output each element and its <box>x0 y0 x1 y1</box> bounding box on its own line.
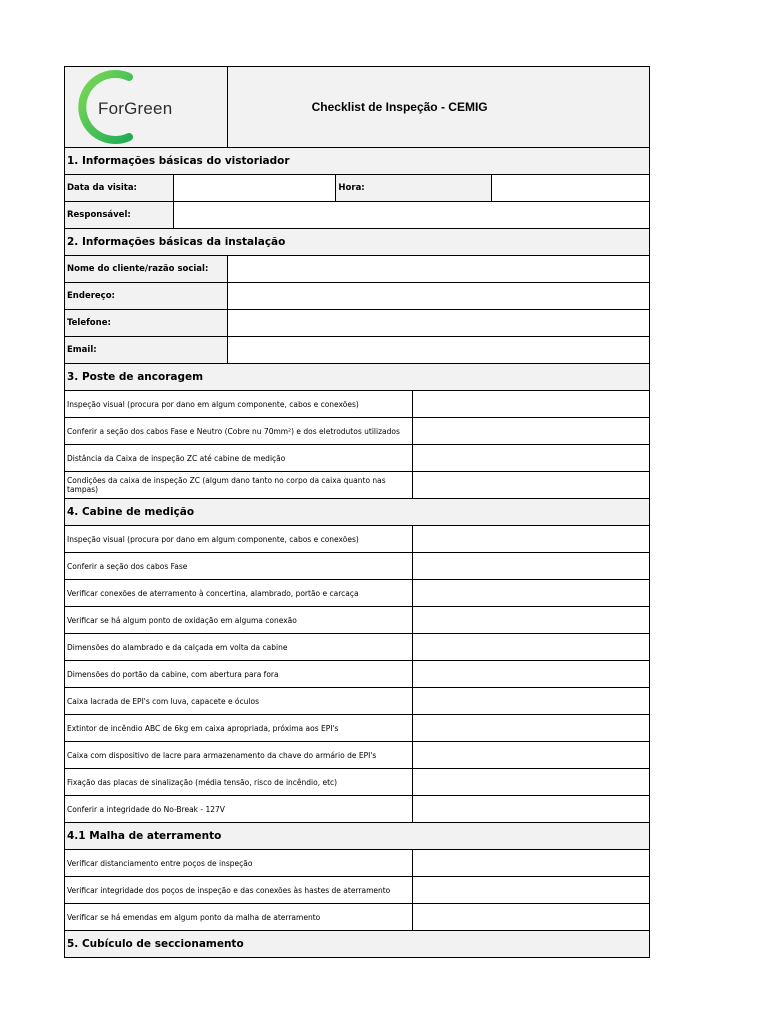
checklist-answer-field[interactable] <box>412 688 649 715</box>
inspection-checklist-table <box>64 66 650 958</box>
checklist-answer-field[interactable] <box>412 472 649 499</box>
checklist-answer-field[interactable] <box>412 904 649 931</box>
checklist-answer-field[interactable] <box>412 850 649 877</box>
form-row <box>65 310 650 337</box>
checklist-answer-field[interactable] <box>412 445 649 472</box>
checklist-item: Inspeção visual (procura por dano em algum componente, cabos e conexões) <box>65 391 413 418</box>
checklist-item: Fixação das placas de sinalização (média tensão, risco de incêndio, etc) <box>65 769 413 796</box>
phone-label: Telefone: <box>65 310 228 337</box>
checklist-item: Caixa lacrada de EPI's com luva, capacete e óculos <box>65 688 413 715</box>
checklist-row <box>65 391 650 418</box>
checklist-row <box>65 904 650 931</box>
checklist-item: Dimensões do portão da cabine, com abertura para fora <box>65 661 413 688</box>
checklist-item: Distância da Caixa de inspeção ZC até cabine de medição <box>65 445 413 472</box>
checklist-row <box>65 796 650 823</box>
checklist-item: Conferir a seção dos cabos Fase <box>65 553 413 580</box>
checklist-item: Verificar integridade dos poços de inspeção e das conexões às hastes de aterramento <box>65 877 413 904</box>
section-heading-row <box>65 499 650 526</box>
checklist-row <box>65 688 650 715</box>
header-row <box>65 67 650 148</box>
section-heading-row <box>65 364 650 391</box>
checklist-answer-field[interactable] <box>412 526 649 553</box>
checklist-row <box>65 472 650 499</box>
checklist-item: Conferir a seção dos cabos Fase e Neutro (Cobre nu 70mm²) e dos eletrodutos utilizados <box>65 418 413 445</box>
checklist-row <box>65 661 650 688</box>
checklist-answer-field[interactable] <box>412 769 649 796</box>
logo-text: ForGreen <box>98 99 173 118</box>
email-label: Email: <box>65 337 228 364</box>
logo <box>65 67 228 148</box>
checklist-answer-field[interactable] <box>412 607 649 634</box>
section-heading-row <box>65 823 650 850</box>
checklist-answer-field[interactable] <box>412 877 649 904</box>
checklist-item: Verificar se há algum ponto de oxidação em alguma conexão <box>65 607 413 634</box>
checklist-item: Dimensões do alambrado e da calçada em volta da cabine <box>65 634 413 661</box>
responsible-label: Responsável: <box>65 202 174 229</box>
address-field[interactable] <box>228 283 650 310</box>
section-1-heading: 1. Informações básicas do vistoriador <box>65 148 650 175</box>
checklist-answer-field[interactable] <box>412 553 649 580</box>
form-row <box>65 283 650 310</box>
checklist-answer-field[interactable] <box>412 742 649 769</box>
email-field[interactable] <box>228 337 650 364</box>
section-heading-row <box>65 931 650 958</box>
checklist-row <box>65 607 650 634</box>
date-label: Data da visita: <box>65 175 174 202</box>
checklist-item: Caixa com dispositivo de lacre para armazenamento da chave do armário de EPI's <box>65 742 413 769</box>
checklist-row <box>65 580 650 607</box>
checklist-row <box>65 742 650 769</box>
time-field[interactable] <box>491 175 649 202</box>
section-5-heading: 5. Cubículo de seccionamento <box>65 931 650 958</box>
checklist-row <box>65 553 650 580</box>
page-title: Checklist de Inspeção - CEMIG <box>228 67 650 148</box>
checklist-item: Verificar se há emendas em algum ponto da malha de aterramento <box>65 904 413 931</box>
checklist-answer-field[interactable] <box>412 634 649 661</box>
section-2-heading: 2. Informações básicas da instalação <box>65 229 650 256</box>
section-heading-row <box>65 148 650 175</box>
checklist-item: Verificar conexões de aterramento à concertina, alambrado, portão e carcaça <box>65 580 413 607</box>
form-row <box>65 202 650 229</box>
checklist-row <box>65 526 650 553</box>
checklist-row <box>65 445 650 472</box>
checklist-row <box>65 769 650 796</box>
checklist-answer-field[interactable] <box>412 418 649 445</box>
checklist-answer-field[interactable] <box>412 391 649 418</box>
checklist-row <box>65 877 650 904</box>
phone-field[interactable] <box>228 310 650 337</box>
client-name-field[interactable] <box>228 256 650 283</box>
checklist-answer-field[interactable] <box>412 661 649 688</box>
checklist-item: Conferir a integridade do No-Break - 127V <box>65 796 413 823</box>
section-4-1-heading: 4.1 Malha de aterramento <box>65 823 650 850</box>
checklist-answer-field[interactable] <box>412 715 649 742</box>
section-heading-row <box>65 229 650 256</box>
form-row <box>65 337 650 364</box>
checklist-item: Verificar distanciamento entre poços de inspeção <box>65 850 413 877</box>
checklist-answer-field[interactable] <box>412 580 649 607</box>
date-field[interactable] <box>174 175 336 202</box>
checklist-row <box>65 715 650 742</box>
checklist-item: Inspeção visual (procura por dano em algum componente, cabos e conexões) <box>65 526 413 553</box>
checklist-row <box>65 634 650 661</box>
section-3-heading: 3. Poste de ancoragem <box>65 364 650 391</box>
responsible-field[interactable] <box>174 202 650 229</box>
form-row <box>65 256 650 283</box>
checklist-row <box>65 418 650 445</box>
form-row <box>65 175 650 202</box>
time-label: Hora: <box>336 175 491 202</box>
section-4-heading: 4. Cabine de medição <box>65 499 650 526</box>
checklist-row <box>65 850 650 877</box>
address-label: Endereço: <box>65 283 228 310</box>
checklist-answer-field[interactable] <box>412 796 649 823</box>
checklist-item: Extintor de incêndio ABC de 6kg em caixa apropriada, próxima aos EPI's <box>65 715 413 742</box>
client-name-label: Nome do cliente/razão social: <box>65 256 228 283</box>
checklist-item: Condições da caixa de inspeção ZC (algum dano tanto no corpo da caixa quanto nas tampas) <box>65 472 413 499</box>
